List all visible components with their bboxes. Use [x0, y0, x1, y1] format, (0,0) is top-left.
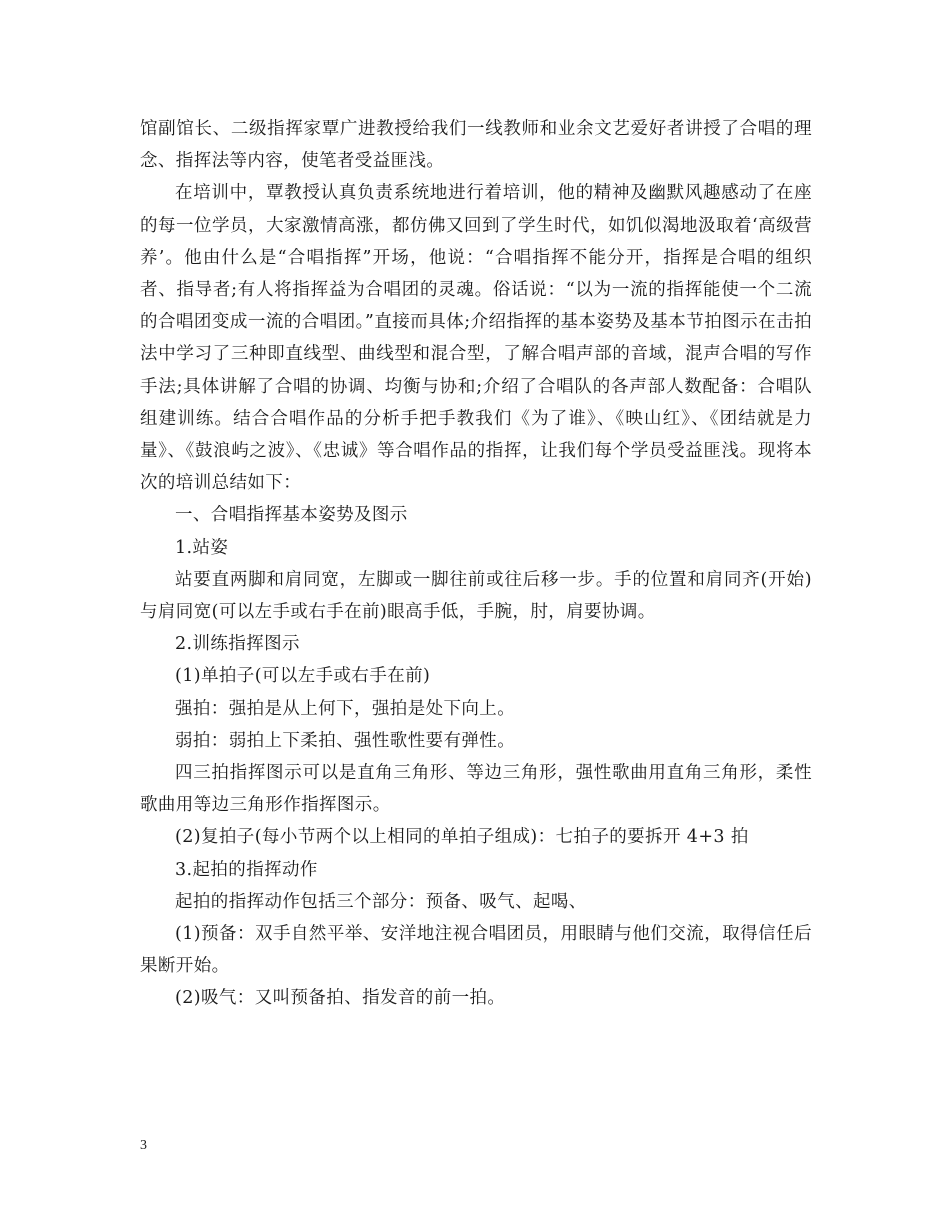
- paragraph: 强拍：强拍是从上何下，强拍是处下向上。: [175, 698, 516, 719]
- page-number: 3: [140, 1138, 147, 1153]
- paragraph: 起拍的指挥动作包括三个部分：预备、吸气、起喝、: [175, 891, 587, 912]
- list-item: (2)吸气：又叫预备拍、指发音的前一拍。: [175, 988, 506, 1009]
- list-item: (2)复拍子(每小节两个以上相同的单拍子组成)：七拍子的要拆开 4+3 拍: [175, 827, 749, 848]
- list-item: (1)预备：双手自然平举、安洋地注视合唱团员，用眼睛与他们交流，取得信任后果断开始。: [140, 924, 812, 977]
- section-heading: 一、合唱指挥基本姿势及图示: [175, 505, 408, 526]
- paragraph: 站要直两脚和肩同宽，左脚或一脚往前或往后移一步。手的位置和肩同齐(开始)与肩同宽(可以左手或右手在前)眼高手低，手腕，肘，肩要协调。: [140, 569, 812, 623]
- list-item: (1)单拍子(可以左手或右手在前): [175, 666, 431, 687]
- subsection-heading: 1.站姿: [175, 537, 229, 558]
- subsection-heading: 3.起拍的指挥动作: [175, 859, 318, 880]
- paragraph: 在培训中，覃教授认真负责系统地进行着培训，他的精神及幽默风趣感动了在座的每一位学员，大家激情高涨，都仿佛又回到了学生时代，如饥似渴地汲取着‘高级营养’。他由什么是“合唱指挥”开场，他说：“合唱指挥不能分开，指挥是合唱的组织者、指导者;有人将指挥益为合唱团的灵魂。俗话说：“以为一流的指挥能使一个二流的合唱团变成一流的合唱团。”直接而具体;介绍指挥的基本姿势及基本节拍图示在击拍法中学习了三种即直线型、曲线型和混合型，了解合唱声部的音域，混声合唱的写作手法;具体讲解了合唱的协调、均衡与协和;介绍了合唱队的各声部人数配备：合唱队组建训练。结合合唱作品的分析手把手教我们《为了谁》、《映山红》、《团结就是力量》、《鼓浪屿之波》、《忠诚》等合唱作品的指挥，让我们每个学员受益匪浅。现将本次的培训总结如下：: [140, 183, 812, 494]
- paragraph: 馆副馆长、二级指挥家覃广进教授给我们一线教师和业余文艺爱好者讲授了合唱的理念、指挥法等内容，使笔者受益匪浅。: [140, 119, 812, 172]
- subsection-heading: 2.训练指挥图示: [175, 634, 300, 655]
- document-body: [140, 113, 812, 1015]
- paragraph: 弱拍：弱拍上下柔拍、强性歌性要有弹性。: [175, 730, 516, 751]
- paragraph: 四三拍指挥图示可以是直角三角形、等边三角形，强性歌曲用直角三角形，柔性歌曲用等边三角形作指挥图示。: [140, 763, 812, 816]
